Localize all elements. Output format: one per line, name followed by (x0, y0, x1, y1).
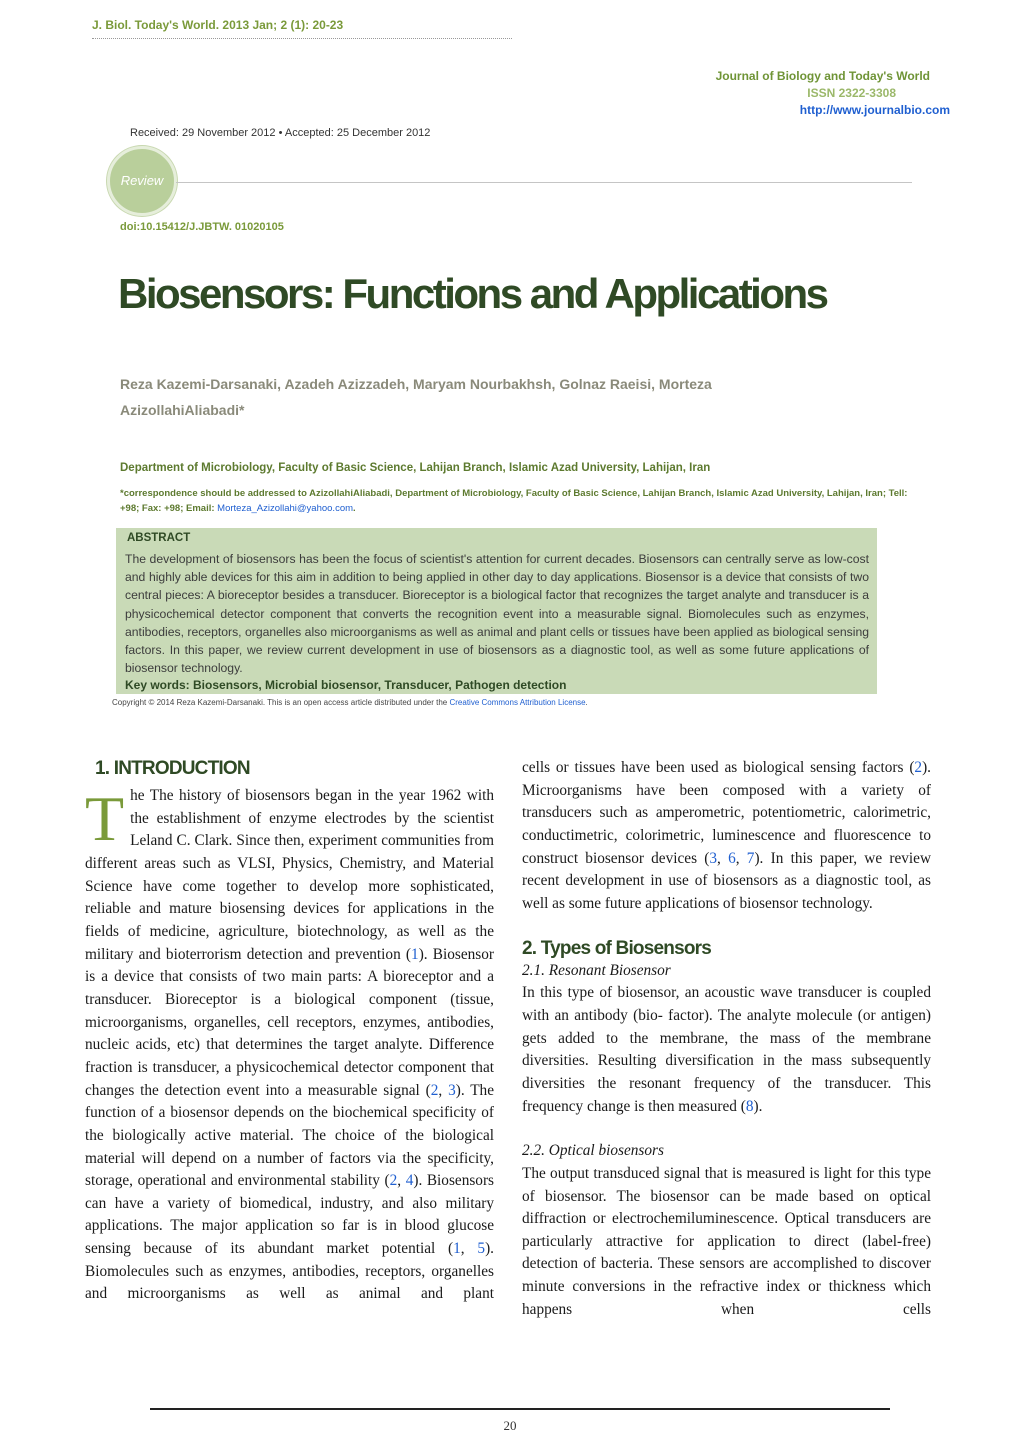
copyright-end: . (585, 698, 588, 707)
reference-link[interactable]: 3 (448, 1081, 456, 1099)
page-number: 20 (503, 1418, 517, 1433)
correspondence (120, 486, 910, 516)
authors (120, 371, 800, 423)
journal-citation: J. Biol. Today's World. 2013 Jan; 2 (1): 20-23 (92, 18, 344, 32)
drop-cap: T (85, 783, 125, 854)
separator: , (460, 1240, 478, 1258)
license-link[interactable]: Creative Commons Attribution License (449, 698, 586, 707)
body-paragraph: The output transduced signal that is measured is light for this type of biosensor. The biosensor can be made based on optical diffraction or electrochemiluminescence. Optical transducers are particularly attractive for application to direct (label-free) detection of bacteria. These sensors are accomplished to discover minute conversions in the refractive index or thickness which happens when cells (522, 1164, 931, 1318)
subsection-heading: 2.1. Resonant Biosensor (522, 961, 671, 979)
journal-issn: ISSN 2322-3308 (807, 86, 896, 100)
intro-text: he The history of biosensors began in the year 1962 with the establishment of enzyme electrodes by the scientist Leland C. Clark. Since then, experiment communities from different areas such as VLSI, Physics, Chemistry, and Material Science have come together to develop more sophisticated, reliable and mature biosensing devices for applications in the fields of medicine, agriculture, biotechnology, as well as the military and bioterrorism detection and prevention ( (85, 787, 494, 963)
doi[interactable]: doi:10.15412/J.JBTW. 01020105 (120, 221, 284, 233)
header-divider (92, 38, 512, 39)
abstract-text: The development of biosensors has been the focus of scientist's attention for current decades. Biosensors can centrally serve as low-cost and highly able devices for this aim in addition to being applied in other day to day applications. Biosensor is a device that consists of two central pieces: A bioreceptor besides a transducer. Bioreceptor is a biological factor that recognizes the target analyte and transducer is a physicochemical detector component that converts the recognition event into a measurable signal. Biomolecules such as enzymes, antibodies, receptors, organelles also microorganisms as well as animal and plant cells or tissues have been applied as biological sensing factors. In this paper, we review current development in use of biosensors as a diagnostic tool, as well as some future applications of biosensor technology. (125, 552, 869, 676)
separator: , (717, 849, 729, 867)
introduction-heading: 1. INTRODUCTION (95, 758, 250, 779)
reference-link[interactable]: 2 (389, 1172, 398, 1190)
introduction-column (85, 785, 494, 1329)
affiliation: Department of Microbiology, Faculty of Basic Science, Lahijan Branch, Islamic Azad University, Lahijan, Iran (120, 462, 711, 474)
copyright (112, 698, 588, 707)
section-divider (176, 182, 912, 183)
body-text: ). In this paper, we review recent development in use of biosensors as a diagnostic tool, as well as some future applications of biosensor technology. (522, 849, 931, 912)
reference-link[interactable]: 3 (709, 849, 718, 867)
review-badge: Review (107, 146, 177, 216)
authors-line: Reza Kazemi-Darsanaki, Azadeh Azizzadeh, Maryam Nourbakhsh, Golnaz Raeisi, Morteza (120, 376, 712, 392)
types-heading: 2. Types of Biosensors (522, 937, 711, 959)
intro-text: ). The function of a biosensor depends on the biochemical specificity of the biologically active material. The choice of the biological material will depend on a number of factors via the specificity, storage, operational and environmental stability ( (85, 1081, 494, 1190)
copyright-text: Copyright © 2014 Reza Kazemi-Darsanaki. This is an open access article distributed under the (112, 698, 448, 707)
reference-link[interactable]: 2 (914, 759, 923, 776)
reference-link[interactable]: 1 (411, 945, 419, 963)
reference-link[interactable]: 8 (745, 1097, 754, 1115)
keywords: Key words: Biosensors, Microbial biosensor, Transducer, Pathogen detection (125, 678, 567, 692)
email-link[interactable]: Morteza_Azizollahi@yahoo.com (217, 503, 354, 514)
separator: , (438, 1081, 449, 1099)
correspondence-end: . (353, 503, 356, 514)
body-text: In this type of biosensor, an acoustic wave transducer is coupled with an antibody (bio- factor). The analyte molecule (or antigen) gets added to the membrane, the mass of the membrane diversities. Resulting diversification in the mass subsequently diversities the resonant frequency of the transducer. This frequency change is then measured ( (522, 984, 931, 1115)
reference-link[interactable]: 4 (405, 1172, 414, 1190)
correspondence-text: *correspondence should be addressed to AzizollahiAliabadi, Department of Microbiology, Faculty of Basic Science, Lahijan Branch, Islamic Azad University, Lahijan, Iran; Tell: +98; Fax: +98; Email: (120, 488, 908, 514)
intro-text: ). Biosensor is a device that consists of two main parts: A bioreceptor and a transducer. Bioreceptor is a biological component (tissue, microorganisms, organelles, cell receptors, enzymes, antibodies, nucleic acids, etc) that determines the target analyte. Difference fraction is transducer, a physicochemical detector component that changes the detection event into a measurable signal ( (85, 945, 494, 1099)
journal-url[interactable]: http://www.journalbio.com (799, 103, 950, 117)
abstract-box (116, 528, 877, 694)
journal-info (715, 68, 950, 119)
body-text: ). (753, 1097, 763, 1115)
intro-text: ). Biosensors can have a variety of biomedical, industry, and also military applications. The major application so far is in blood glucose sensing because of its abundant market potential ( (85, 1172, 494, 1258)
article-title: Biosensors: Functions and Applications (118, 270, 827, 317)
separator: , (735, 849, 747, 867)
received-dates: Received: 29 November 2012 • Accepted: 25 December 2012 (130, 127, 431, 139)
reference-link[interactable]: 5 (477, 1240, 486, 1258)
reference-link[interactable]: 1 (453, 1240, 461, 1258)
abstract-heading: ABSTRACT (127, 532, 191, 544)
reference-link[interactable]: 7 (746, 849, 755, 867)
right-column (522, 757, 931, 1344)
body-text: ). Microorganisms have been composed with a variety of transducers such as amperometric, potentiometric, calorimetric, conductimetric, colorimetric, luminescence and fluorescence to construct biosensor devices ( (522, 759, 931, 867)
authors-line: AzizollahiAliabadi* (120, 402, 245, 418)
separator: , (397, 1172, 406, 1190)
body-text: cells or tissues have been used as biological sensing factors ( (522, 759, 915, 776)
subsection-heading: 2.2. Optical biosensors (522, 1142, 664, 1160)
footer-rule (150, 1408, 890, 1410)
reference-link[interactable]: 6 (728, 849, 736, 867)
journal-name: Journal of Biology and Today's World (715, 69, 930, 83)
reference-link[interactable]: 2 (430, 1081, 439, 1099)
intro-text: ). Biomolecules such as enzymes, antibodies, receptors, organelles and microorganisms as well as animal and plant (85, 1240, 494, 1303)
